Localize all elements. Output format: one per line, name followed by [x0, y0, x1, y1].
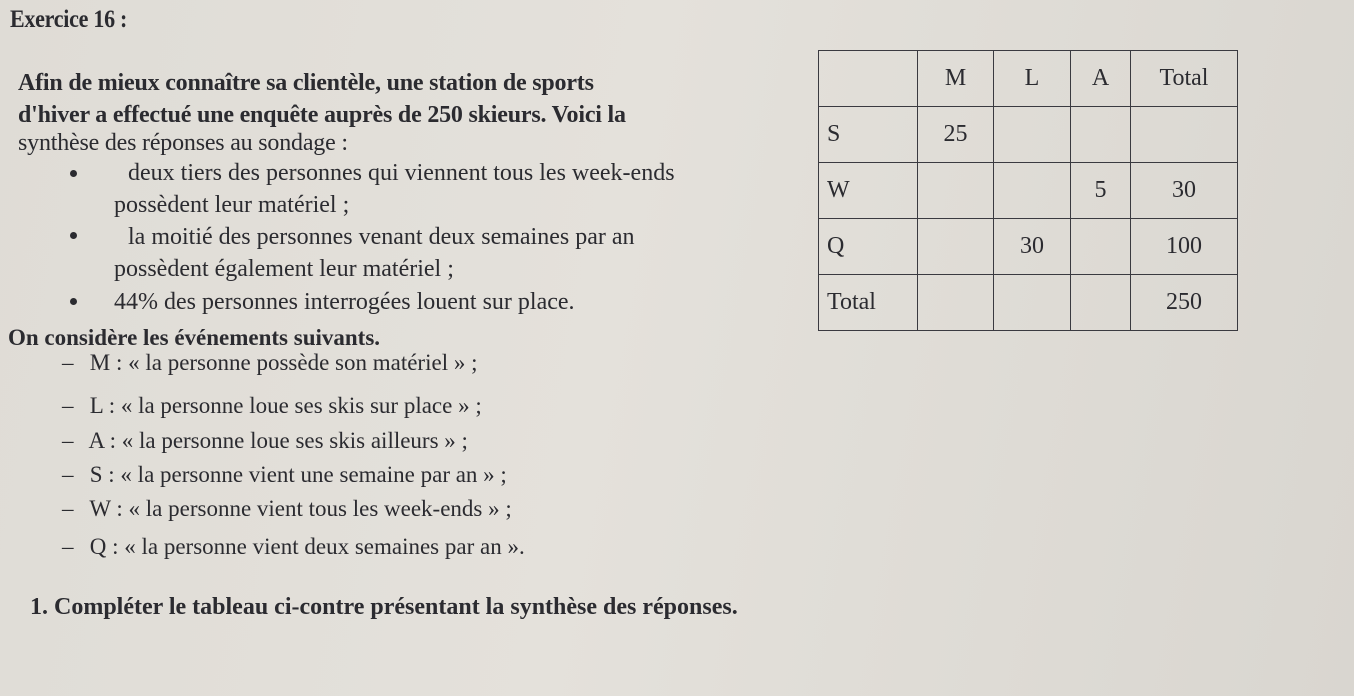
table-cell[interactable]: 30 — [1131, 163, 1238, 219]
table-cell[interactable]: 5 — [1071, 163, 1131, 219]
bullet-1-line-2: possèdent leur matériel ; — [114, 192, 350, 218]
bullet-1-line-1: deux tiers des personnes qui viennent tous les week-ends — [128, 160, 675, 186]
bullet-dot-icon — [70, 170, 77, 177]
intro-line-1: Afin de mieux connaître sa clientèle, une station de sports — [18, 70, 594, 96]
event-text: W : « la personne vient tous les week-ends » ; — [89, 496, 512, 521]
table-row — [819, 219, 1238, 275]
event-item: – A : « la personne loue ses skis ailleurs » ; — [62, 428, 468, 453]
intro-line-3: synthèse des réponses au sondage : — [18, 130, 348, 156]
synthesis-table — [818, 50, 1238, 331]
event-text: Q : « la personne vient deux semaines par an ». — [89, 534, 525, 559]
event-item: – L : « la personne loue ses skis sur place » ; — [62, 393, 482, 418]
event-text: A : « la personne loue ses skis ailleurs » ; — [88, 428, 468, 453]
table-cell[interactable] — [918, 219, 994, 275]
table-cell[interactable] — [994, 275, 1071, 331]
table-row — [819, 163, 1238, 219]
event-item: – S : « la personne vient une semaine par an » ; — [62, 462, 507, 487]
bullet-2-line-1: la moitié des personnes venant deux semaines par an — [128, 224, 635, 250]
table-cell[interactable]: 250 — [1131, 275, 1238, 331]
table-header-cell: M — [918, 51, 994, 107]
question-1: 1. Compléter le tableau ci-contre présentant la synthèse des réponses. — [30, 594, 738, 620]
event-text: M : « la personne possède son matériel » ; — [89, 350, 478, 375]
table-cell[interactable] — [1071, 275, 1131, 331]
table-cell[interactable] — [1071, 107, 1131, 163]
table-cell[interactable] — [1131, 107, 1238, 163]
table-cell[interactable] — [918, 275, 994, 331]
table-cell[interactable] — [994, 163, 1071, 219]
exercise-title: Exercice 16 : — [10, 6, 128, 33]
table-cell[interactable]: 30 — [994, 219, 1071, 275]
table-cell[interactable] — [918, 163, 994, 219]
bullet-2-line-2: possèdent également leur matériel ; — [114, 256, 454, 282]
bullet-3-line-1: 44% des personnes interrogées louent sur place. — [114, 289, 575, 315]
table-header-cell — [819, 51, 918, 107]
table-cell[interactable]: 25 — [918, 107, 994, 163]
table-row — [819, 107, 1238, 163]
table-cell[interactable]: 100 — [1131, 219, 1238, 275]
bullet-dot-icon — [70, 298, 77, 305]
intro-line-2: d'hiver a effectué une enquête auprès de 250 skieurs. Voici la — [18, 102, 626, 128]
table-cell[interactable] — [994, 107, 1071, 163]
table-cell[interactable]: S — [819, 107, 918, 163]
table-cell[interactable]: Q — [819, 219, 918, 275]
table-cell[interactable]: Total — [819, 275, 918, 331]
table-cell[interactable] — [1071, 219, 1131, 275]
event-item: – Q : « la personne vient deux semaines par an ». — [62, 534, 525, 559]
table-header-row — [819, 51, 1238, 107]
table-header-cell: L — [994, 51, 1071, 107]
table-cell[interactable]: W — [819, 163, 918, 219]
event-text: L : « la personne loue ses skis sur place » ; — [89, 393, 482, 418]
table-header-cell: A — [1071, 51, 1131, 107]
table-row — [819, 275, 1238, 331]
event-item: – W : « la personne vient tous les week-ends » ; — [62, 496, 512, 521]
events-intro: On considère les événements suivants. — [8, 325, 381, 350]
table-header-cell: Total — [1131, 51, 1238, 107]
bullet-dot-icon — [70, 232, 77, 239]
event-item: – M : « la personne possède son matériel » ; — [62, 350, 478, 375]
event-text: S : « la personne vient une semaine par an » ; — [89, 462, 507, 487]
